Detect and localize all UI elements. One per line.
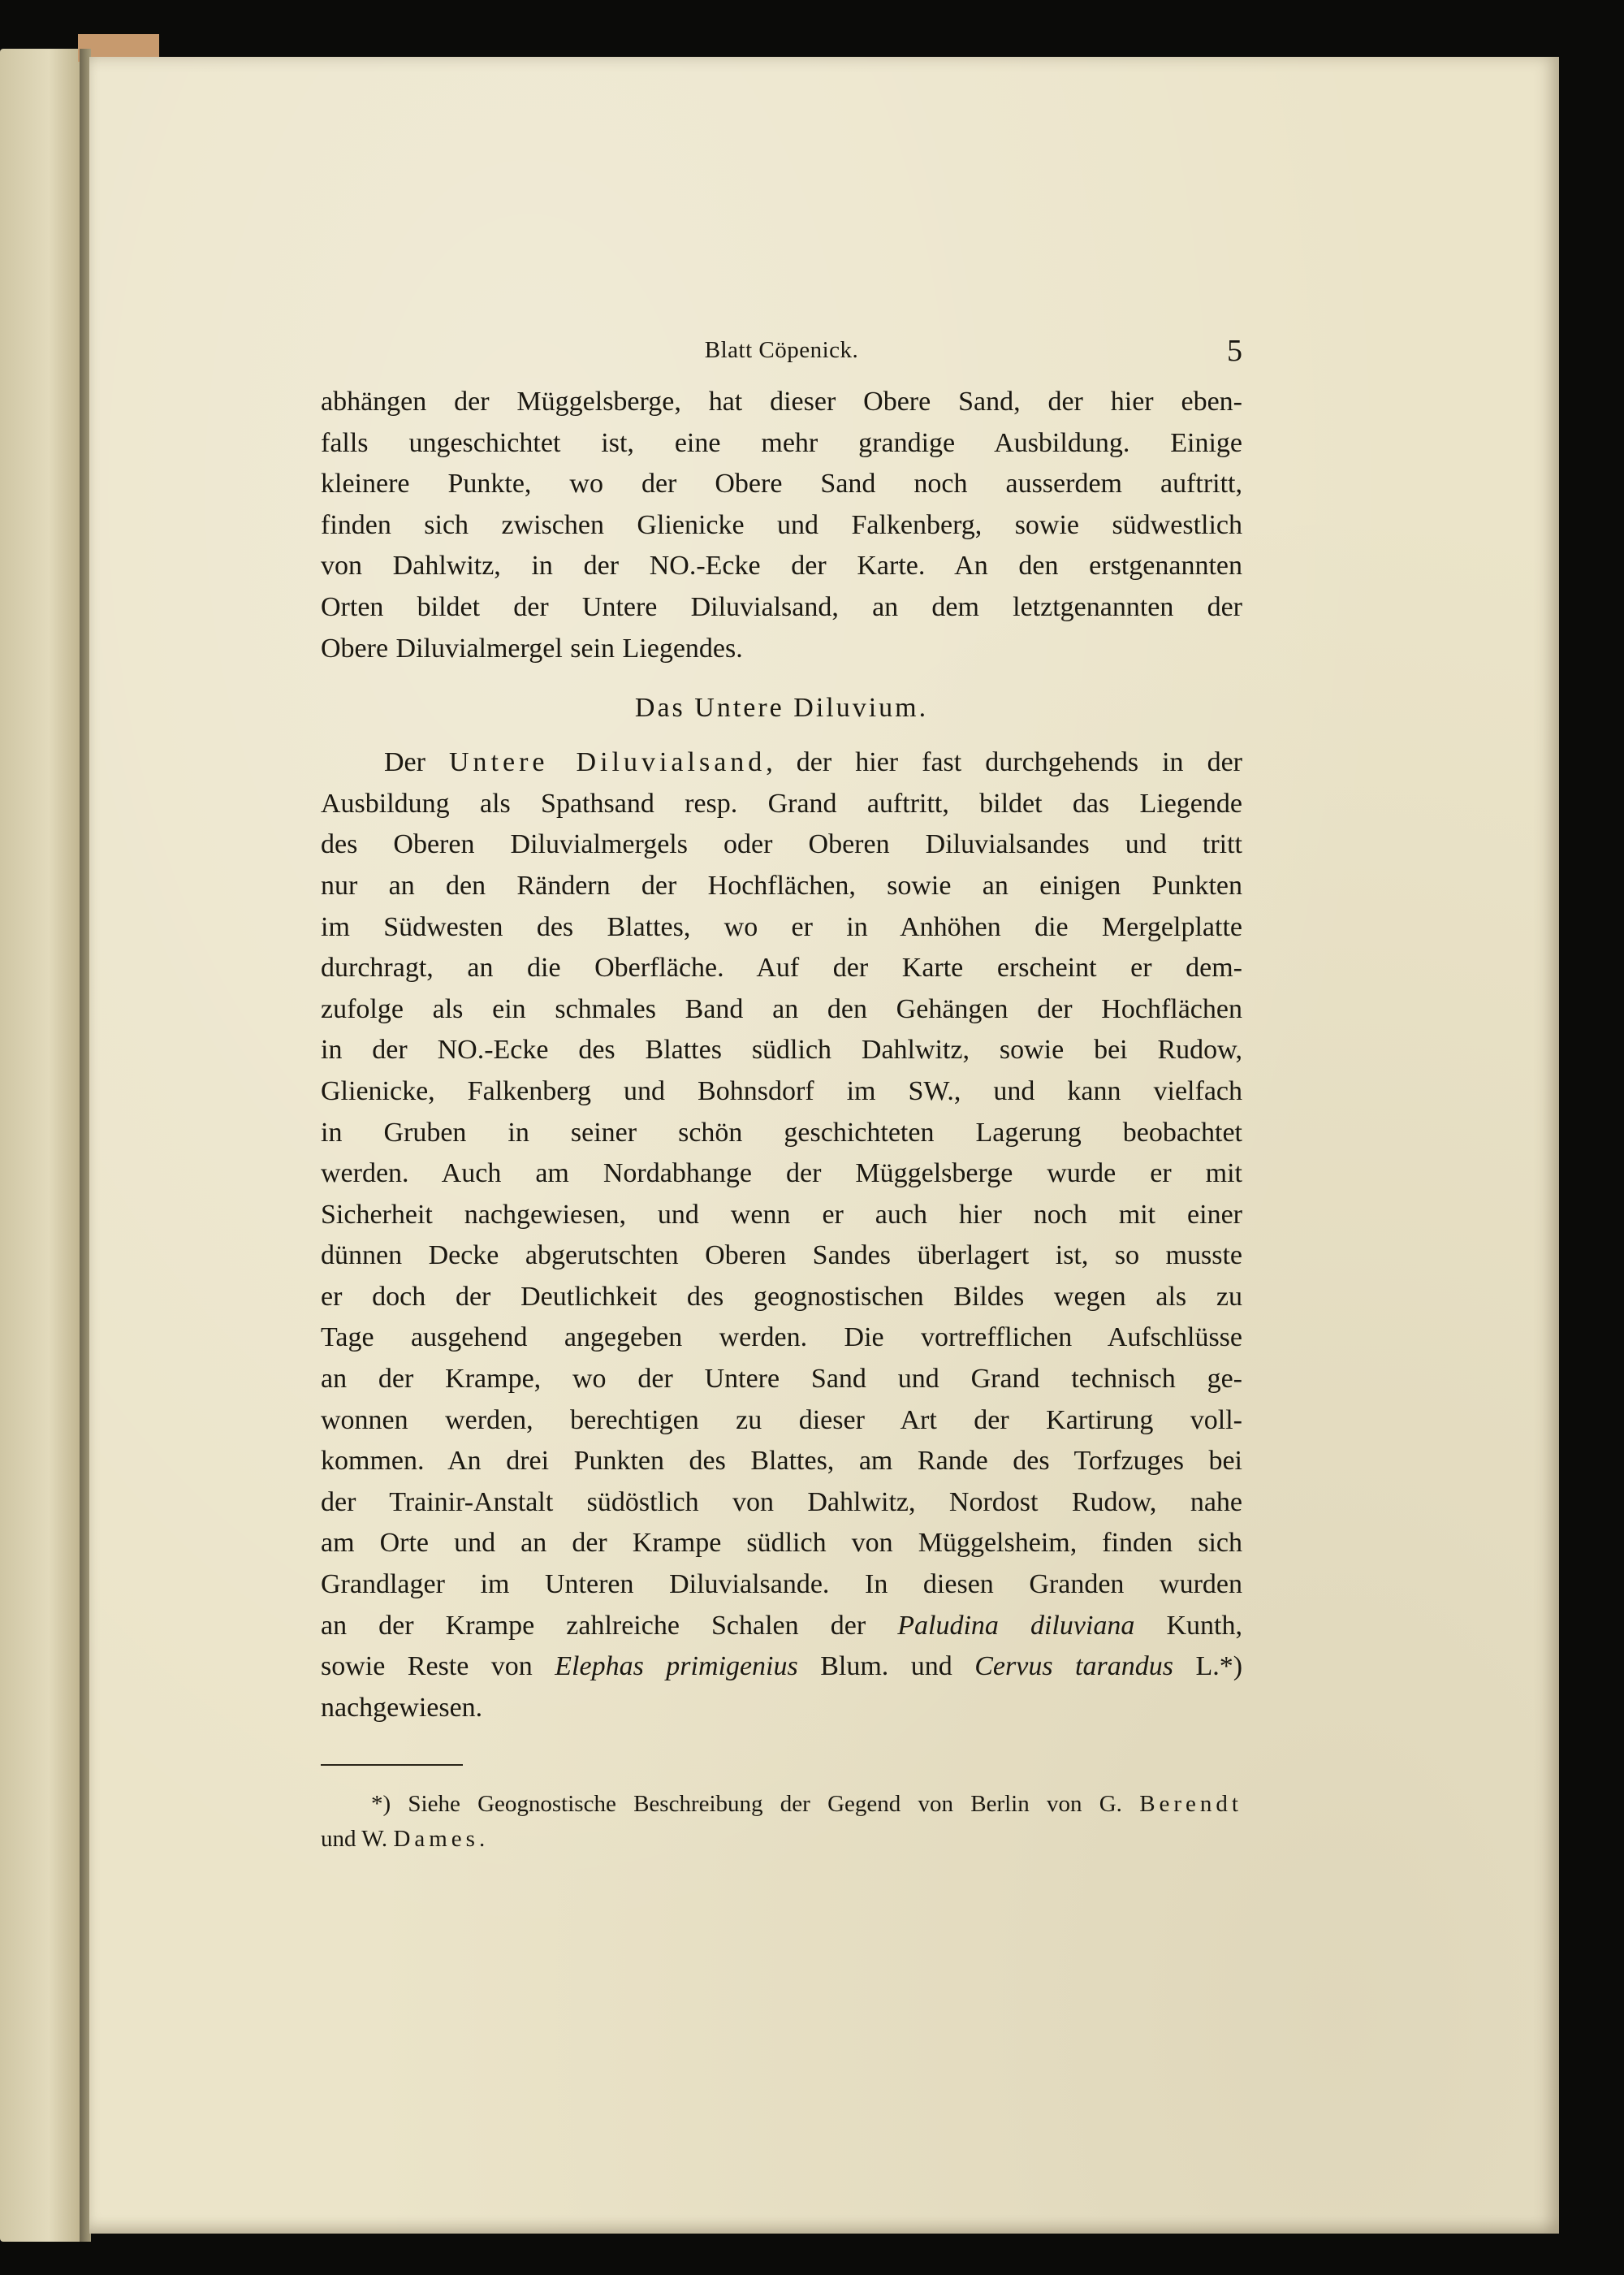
page-text [321, 333, 1242, 1857]
text-line: in der NO.-Ecke des Blattes südlich Dahlwitz, sowie bei Rudow, [321, 1035, 1242, 1066]
text-line: kleinere Punkte, wo der Obere Sand noch ausserdem auftritt, [321, 469, 1242, 500]
text-run: Blum. und [797, 1651, 975, 1682]
text-line [321, 1606, 1242, 1647]
running-head [321, 333, 1242, 382]
text-line: nachgewiesen. [321, 1692, 483, 1723]
text-line: Obere Diluvialmergel sein Liegendes. [321, 633, 743, 664]
text-run: , der hier fast durchgehends in der [766, 747, 1242, 778]
text-line: werden. Auch am Nordabhange der Müggelsberge wurde er mit [321, 1158, 1242, 1189]
text-line: des Oberen Diluvialmergels oder Oberen Diluvialsandes und tritt [321, 829, 1242, 860]
text-run: Kunth, [1134, 1610, 1243, 1641]
text-line: zufolge als ein schmales Band an den Gehängen der Hochflächen [321, 993, 1242, 1024]
author-name: Berendt [1139, 1791, 1242, 1818]
intro-paragraph [321, 382, 1242, 669]
text-line: Grandlager im Unteren Diluvialsande. In diesen Granden wurden [321, 1569, 1242, 1600]
text-run: und W. [321, 1826, 394, 1853]
spaced-term: Untere Diluvialsand [449, 747, 767, 778]
text-line: im Südwesten des Blattes, wo er in Anhöhen die Mergelplatte [321, 911, 1242, 942]
text-line: er doch der Deutlichkeit des geognostischen Bildes wegen als zu [321, 1281, 1242, 1312]
footnote-rule [321, 1764, 463, 1766]
text-run: sowie Reste von [321, 1651, 555, 1682]
text-line: abhängen der Müggelsberge, hat dieser Obere Sand, der hier eben- [321, 387, 1242, 417]
text-run: an der Krampe zahlreiche Schalen der [321, 1610, 898, 1641]
text-run: Der [384, 747, 449, 778]
text-line: am Orte und an der Krampe südlich von Müggelsheim, finden sich [321, 1528, 1242, 1559]
footnote-line [321, 1822, 1242, 1857]
text-line: Tage ausgehend angegeben werden. Die vortrefflichen Aufschlüsse [321, 1322, 1242, 1353]
species-name: Elephas primigenius [555, 1651, 798, 1682]
left-facing-page-edge [0, 49, 81, 2242]
text-line-first [321, 742, 1242, 784]
text-run: L.*) [1173, 1651, 1243, 1682]
main-paragraph [321, 742, 1242, 1728]
text-line: durchragt, an die Oberfläche. Auf der Karte erscheint er dem- [321, 953, 1242, 984]
text-line: von Dahlwitz, in der NO.-Ecke der Karte. An den erstgenannten [321, 551, 1242, 582]
text-line: Orten bildet der Untere Diluvialsand, an dem letztgenannten der [321, 591, 1242, 622]
text-line: falls ungeschichtet ist, eine mehr grandige Ausbildung. Einige [321, 427, 1242, 458]
text-line [321, 1646, 1242, 1688]
section-heading: Das Untere Diluvium. [634, 693, 929, 724]
footnote-line [321, 1787, 1242, 1822]
author-name: Dames [393, 1826, 479, 1853]
text-line: an der Krampe, wo der Untere Sand und Grand technisch ge- [321, 1364, 1242, 1395]
text-run: . [478, 1826, 486, 1853]
text-line: Ausbildung als Spathsand resp. Grand auftritt, bildet das Liegende [321, 788, 1242, 819]
text-line: kommen. An drei Punkten des Blattes, am Rande des Torfzuges bei [321, 1446, 1242, 1477]
text-line: Sicherheit nachgewiesen, und wenn er auch hier noch mit einer [321, 1199, 1242, 1230]
text-line: der Trainir-Anstalt südöstlich von Dahlwitz, Nordost Rudow, nahe [321, 1486, 1242, 1517]
text-line: finden sich zwischen Glienicke und Falkenberg, sowie südwestlich [321, 509, 1242, 540]
species-name: Cervus tarandus [974, 1651, 1173, 1682]
text-line: wonnen werden, berechtigen zu dieser Art der Kartirung voll- [321, 1404, 1242, 1435]
text-line: Glienicke, Falkenberg und Bohnsdorf im SW., und kann vielfach [321, 1075, 1242, 1106]
text-line: nur an den Rändern der Hochflächen, sowie an einigen Punkten [321, 870, 1242, 901]
text-line: dünnen Decke abgerutschten Oberen Sandes überlagert ist, so musste [321, 1240, 1242, 1271]
text-run: *) Siehe Geognostische Beschreibung der Gegend von Berlin von G. [371, 1791, 1140, 1818]
text-line: in Gruben in seiner schön geschichteten Lagerung beobachtet [321, 1117, 1242, 1148]
species-name: Paludina diluviana [897, 1610, 1135, 1641]
footnote [321, 1787, 1242, 1857]
running-title: Blatt Cöpenick. [704, 337, 859, 363]
page-number: 5 [1227, 334, 1242, 368]
